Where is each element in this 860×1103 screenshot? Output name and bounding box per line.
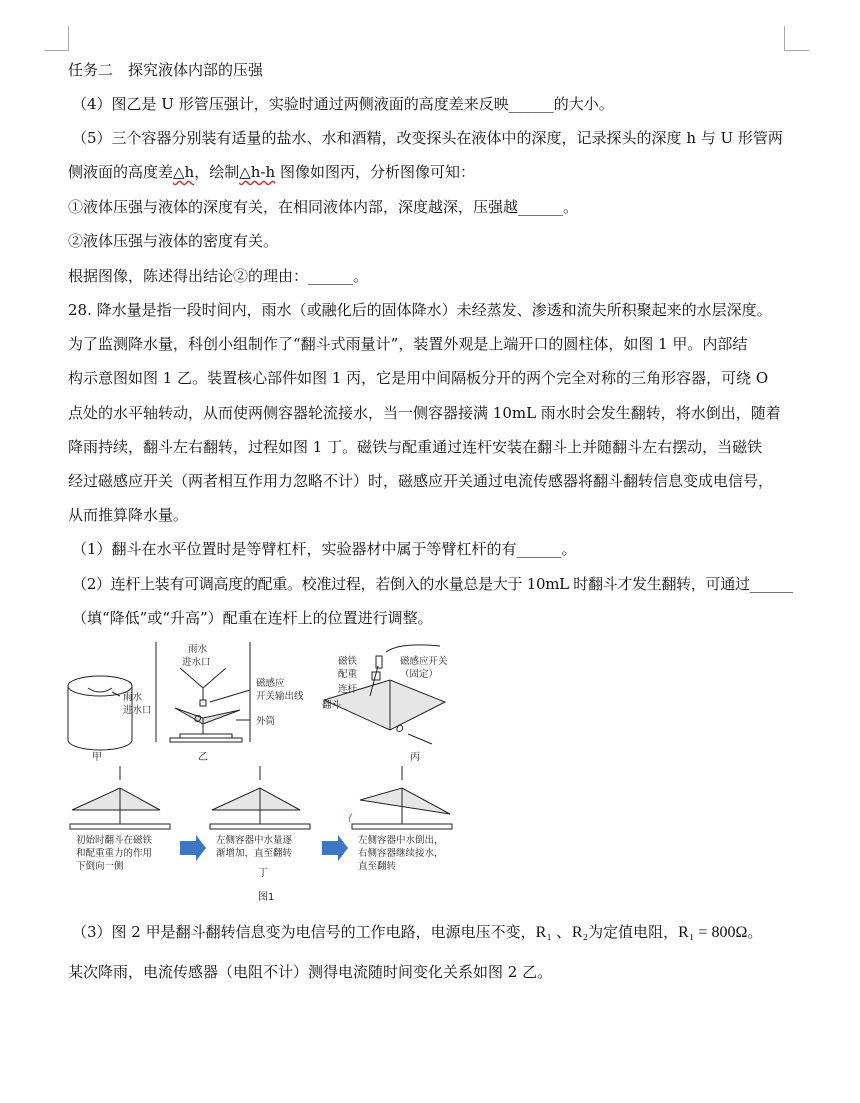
label-yi: 乙 [198,752,208,763]
q28-sub-3-line-2: 某次降雨，电流传感器（电阻不计）测得电流随时间变化关系如图 2 乙。 [68,963,553,981]
q28-line-7: 从而推算降水量。 [68,506,189,524]
q28-line-1: 28. 降水量是指一段时间内，雨水（或融化后的固体降水）未经蒸发、渗透和流失所积聚起来的水层深度。 [68,301,772,319]
label-jia: 甲 [92,752,102,763]
q28-line-3: 构示意图如图 1 乙。装置核心部件如图 1 丙，它是用中间隔板分开的两个完全对称的三角形容器，可绕 O [68,369,769,387]
label-rod: 连杆 [338,684,358,695]
question-5-line-1: （5）三个容器分别装有适量的盐水、水和酒精，改变探头在液体中的深度，记录探头的深度 h 与 U 形管两 [72,129,783,147]
q28-line-2: 为了监测降水量，科创小组制作了“翻斗式雨量计”，装置外观是上端开口的圆柱体，如图 1 甲。内部结 [68,335,748,353]
label-ding: 丁 [258,868,268,879]
label-o-2: O [396,724,404,735]
q28-sub-2-line-1: （2）连杆上装有可调高度的配重。校准过程，若倒入的水量总是大于 10mL 时翻斗才发生翻转，可通过______ [72,575,793,593]
graph-name: △h-h [239,163,276,181]
reason-prompt: 根据图像，陈述得出结论②的理由：______。 [68,267,369,285]
delta-h-symbol: △h [173,163,195,181]
text-segment: （3）图 2 甲是翻斗翻转信息变为电信号的工作电路，电源电压不变， [72,923,536,941]
text-segment: 侧液面的高度差 [68,163,174,181]
resistor-value: R₁ = 800Ω [678,924,748,941]
label-sensor: 磁感应 [256,678,285,689]
task-heading: 任务二 探究液体内部的压强 [68,61,264,79]
figure-caption: 图1 [258,892,275,903]
label-outer-tube: 外筒 [256,716,276,727]
conclusion-2: ②液体压强与液体的密度有关。 [68,232,279,250]
arrow-right-icon [322,835,348,861]
q28-line-4: 点处的水平轴转动，从而使两侧容器轮流接水，当一侧容器接满 10mL 雨水时会发生翻转，将水倒出，随着 [68,404,781,422]
step1-caption: 初始时翻斗在磁铁 [76,835,153,846]
text-segment: 图像如图丙，分析图像可知： [275,163,475,181]
corner-mark-right [784,26,809,51]
q28-sub-3-line-1 [72,922,762,943]
q28-line-6: 经过磁感应开关（两者相互作用力忽略不计）时，磁感应开关通过电流传感器将翻斗翻转信息变成电信号， [68,472,774,490]
label-top-inlet: 雨水 [188,644,208,655]
label-switch: 磁感应开关 [400,656,448,667]
step2-caption-2: 渐增加，直至翻转 [216,848,293,859]
label-rain-inlet: 雨水 [123,692,143,703]
label-bucket: 翻斗 [322,700,342,711]
q28-sub-1: （1）翻斗在水平位置时是等臂杠杆，实验器材中属于等臂杠杆的有______。 [72,540,577,558]
text-segment: ，绘制 [194,163,240,181]
question-4: （4）图乙是 U 形管压强计，实验时通过两侧液面的高度差来反映______的大小。 [72,95,614,113]
label-rain-inlet-2: 进水口 [123,705,152,716]
step1-caption-3: 下倒向一侧 [76,861,124,872]
process-step-2 [210,766,310,829]
step3-caption-2: 右侧容器继续接水， [358,848,444,859]
conclusion-1: ①液体压强与液体的深度有关，在相同液体内部，深度越深，压强越______。 [68,198,579,216]
text-segment: 为定值电阻， [588,923,679,941]
process-step-1 [70,766,170,829]
label-top-inlet-2: 进水口 [182,657,211,668]
label-o: O [194,714,202,725]
figure-1 [60,638,480,908]
step1-caption-2: 和配重重力的作用 [76,848,153,859]
q28-line-5: 降雨持续，翻斗左右翻转，过程如图 1 丁。磁铁与配重通过连杆安装在翻斗上并随翻斗左右摆动，当磁铁 [68,438,763,456]
step3-caption-3: 直至翻转 [358,861,397,872]
step2-caption: 左侧容器中水量逐 [216,835,293,846]
arrow-right-icon [180,835,206,861]
text-segment: 。 [747,923,763,941]
q28-sub-2-line-2: （填“降低”或“升高”）配重在连杆上的位置进行调整。 [72,609,433,627]
label-switch-fixed: （固定） [400,669,439,680]
label-bing: 丙 [410,752,420,763]
question-5-line-2 [68,162,475,182]
corner-mark-left [44,26,69,51]
label-magnet: 磁铁 [338,656,358,667]
resistor-symbols: R₁ 、R₂ [535,924,589,941]
process-step-3 [349,766,452,829]
step3-caption: 左侧容器中水倒出， [358,835,444,846]
label-sensor-output: 开关输出线 [256,691,304,702]
label-weight: 配重 [338,669,358,680]
